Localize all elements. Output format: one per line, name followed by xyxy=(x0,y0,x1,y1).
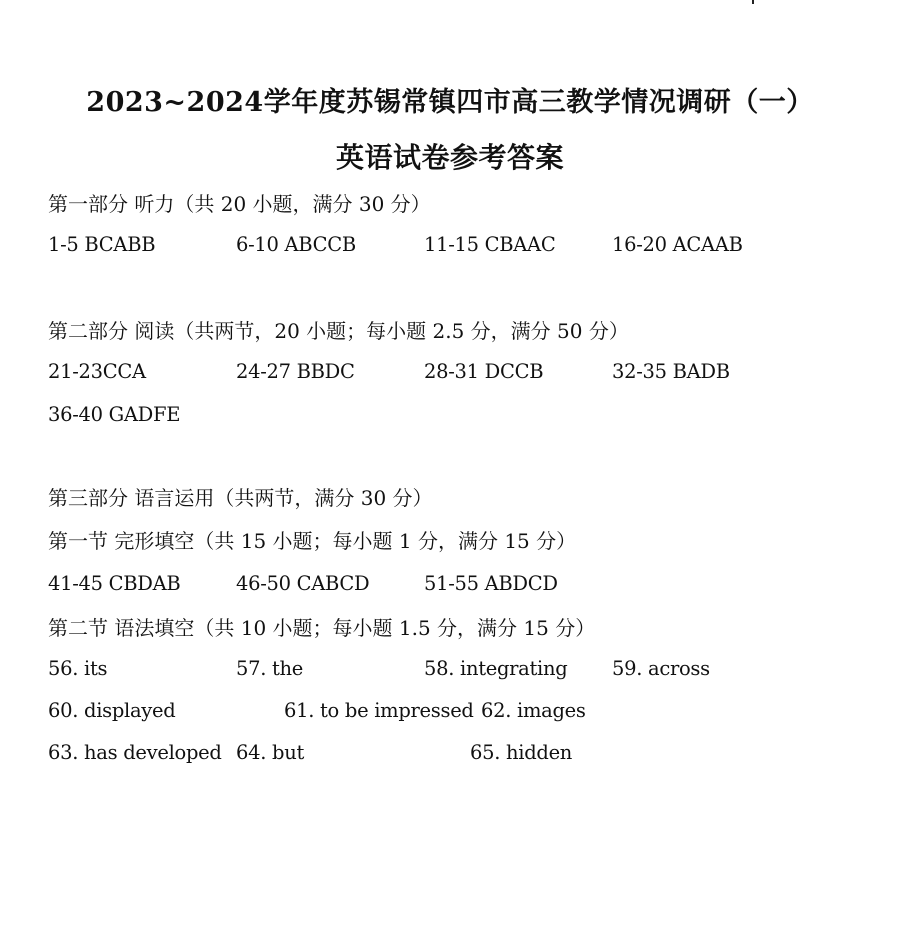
answer-group: 11-15 CBAAC xyxy=(424,233,556,256)
grammar-answer: 59. across xyxy=(612,657,710,680)
grammar-answer: 61. to be impressed xyxy=(284,699,474,722)
answer-group: 16-20 ACAAB xyxy=(612,233,743,256)
answer-group: 32-35 BADB xyxy=(612,360,730,383)
document-title: 2023~2024学年度苏锡常镇四市高三教学情况调研（一） xyxy=(86,87,814,118)
part3-section2-heading: 第二节 语法填空（共 10 小题；每小题 1.5 分，满分 15 分） xyxy=(48,616,596,640)
document-subtitle: 英语试卷参考答案 xyxy=(335,141,564,174)
answer-group: 46-50 CABCD xyxy=(236,572,370,595)
scan-mark xyxy=(752,0,754,4)
answer-group: 21-23CCA xyxy=(48,360,146,383)
answer-group: 28-31 DCCB xyxy=(424,360,544,383)
part1-heading: 第一部分 听力（共 20 小题，满分 30 分） xyxy=(48,192,431,216)
answer-group: 1-5 BCABB xyxy=(48,233,156,256)
grammar-answer: 60. displayed xyxy=(48,699,176,722)
answer-group: 41-45 CBDAB xyxy=(48,572,181,595)
grammar-answer: 58. integrating xyxy=(424,657,568,680)
grammar-answer: 57. the xyxy=(236,657,304,680)
part2-heading: 第二部分 阅读（共两节，20 小题；每小题 2.5 分，满分 50 分） xyxy=(48,319,629,343)
part3-heading: 第三部分 语言运用（共两节，满分 30 分） xyxy=(48,486,433,510)
grammar-answer: 56. its xyxy=(48,657,108,680)
answer-group: 36-40 GADFE xyxy=(48,403,181,426)
answer-group: 51-55 ABDCD xyxy=(424,572,558,595)
grammar-answer: 63. has developed xyxy=(48,741,222,764)
part3-section1-heading: 第一节 完形填空（共 15 小题；每小题 1 分，满分 15 分） xyxy=(48,529,577,553)
grammar-answer: 65. hidden xyxy=(470,741,573,764)
answer-group: 6-10 ABCCB xyxy=(236,233,356,256)
answer-group: 24-27 BBDC xyxy=(236,360,355,383)
grammar-answer: 62. images xyxy=(481,699,586,722)
grammar-answer: 64. but xyxy=(236,741,304,764)
